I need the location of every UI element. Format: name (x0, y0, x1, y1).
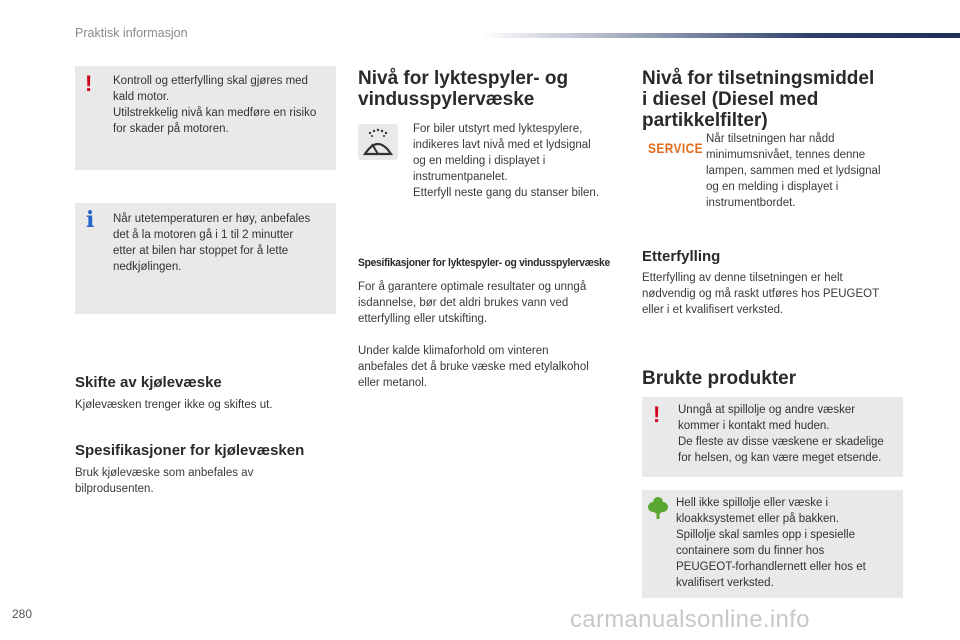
washer-spec-heading: Spesifikasjoner for lyktespyler- og vindusspylervæske (358, 257, 610, 269)
warn-line: Utilstrekkelig nivå kan medføre en risiko (113, 107, 317, 119)
info-line: etter at bilen har stoppet for å lette (113, 245, 289, 257)
windscreen-washer-icon (358, 124, 398, 160)
warning-icon: ! (653, 402, 661, 427)
info-box-coolant (75, 203, 336, 314)
additive-heading-line: partikkelfilter) (642, 110, 768, 131)
used-warn-line: Unngå at spillolje og andre væsker (678, 404, 856, 416)
info-line: nedkjølingen. (113, 261, 182, 273)
service-line: instrumentbordet. (706, 197, 796, 209)
coolant-spec-line: Bruk kjølevæske som anbefales av (75, 467, 254, 479)
washer-intro-line: og en melding i displayet i (413, 155, 546, 167)
warning-box-used-products (642, 397, 903, 477)
refill-line: nødvendig og må raskt utføres hos PEUGEOT (642, 288, 880, 300)
service-line: lampen, sammen med et lydsignal (706, 165, 881, 177)
section-header: Praktisk informasjon (75, 26, 188, 40)
warning-box-coolant (75, 66, 336, 170)
warning-icon: ! (85, 71, 93, 96)
watermark: carmanualsonline.info (570, 606, 810, 633)
washer-spec-line: etterfylling eller utskifting. (358, 313, 488, 325)
washer-heading-line: Nivå for lyktespyler- og (358, 68, 569, 89)
service-line: og en melding i displayet i (706, 181, 839, 193)
tree-icon (648, 496, 668, 525)
washer-winter-line: Under kalde klimaforhold om vinteren (358, 345, 549, 357)
used-warn-line: kommer i kontakt med huden. (678, 420, 830, 432)
washer-intro-line: instrumentpanelet. (413, 171, 508, 183)
eco-line: Hell ikke spillolje eller væske i (676, 497, 829, 509)
service-line: minimumsnivået, tennes denne (706, 149, 866, 161)
coolant-change-heading: Skifte av kjølevæske (75, 374, 222, 391)
refill-line: Etterfylling av denne tilsetningen er helt (642, 272, 843, 284)
eco-line: containere som du finner hos (676, 545, 825, 557)
washer-spec-line: isdannelse, bør det aldri brukes vann ved (358, 297, 569, 309)
used-warn-line: De fleste av disse væskene er skadelige (678, 436, 884, 448)
service-warning-lamp-icon: SERVICE (648, 140, 704, 156)
refill-line: eller i et kvalifisert verksted. (642, 304, 784, 316)
info-line: Når utetemperaturen er høy, anbefales (113, 213, 311, 225)
eco-line: kvalifisert verksted. (676, 577, 774, 589)
washer-winter-line: eller metanol. (358, 377, 428, 389)
washer-heading-line: vindusspylervæske (358, 89, 535, 110)
eco-line: Spillolje skal samles opp i spesielle (676, 529, 855, 541)
page-number: 280 (12, 607, 33, 621)
eco-line: kloakksystemet eller på bakken. (676, 513, 839, 525)
coolant-spec-heading: Spesifikasjoner for kjølevæsken (75, 442, 305, 459)
used-products-heading: Brukte produkter (642, 368, 797, 389)
washer-intro-line: indikeres lavt nivå med et lydsignal (413, 139, 591, 151)
warn-line: Kontroll og etterfylling skal gjøres med (113, 75, 308, 87)
coolant-change-text: Kjølevæsken trenger ikke og skiftes ut. (75, 399, 273, 411)
washer-spec-line: For å garantere optimale resultater og unngå (358, 281, 587, 293)
washer-intro-line: Etterfyll neste gang du stanser bilen. (413, 187, 600, 199)
eco-line: PEUGEOT-forhandlernett eller hos et (676, 561, 866, 573)
additive-heading-line: Nivå for tilsetningsmiddel (642, 68, 875, 89)
coolant-spec-line: bilprodusenten. (75, 483, 154, 495)
service-line: Når tilsetningen har nådd (706, 133, 835, 145)
eco-box-used-products (642, 490, 903, 598)
washer-intro-line: For biler utstyrt med lyktespylere, (413, 123, 583, 135)
refill-heading: Etterfylling (642, 248, 721, 265)
washer-winter-line: anbefales det å bruke væske med etylalkohol (358, 361, 589, 373)
header-bar (480, 33, 960, 38)
warn-line: kald motor. (113, 91, 170, 103)
warn-line: for skader på motoren. (113, 123, 229, 135)
additive-heading-line: i diesel (Diesel med (642, 89, 819, 110)
info-icon: i (86, 207, 95, 233)
info-line: det å la motoren gå i 1 til 2 minutter (113, 229, 294, 241)
used-warn-line: for helsen, og kan være meget etsende. (678, 452, 882, 464)
